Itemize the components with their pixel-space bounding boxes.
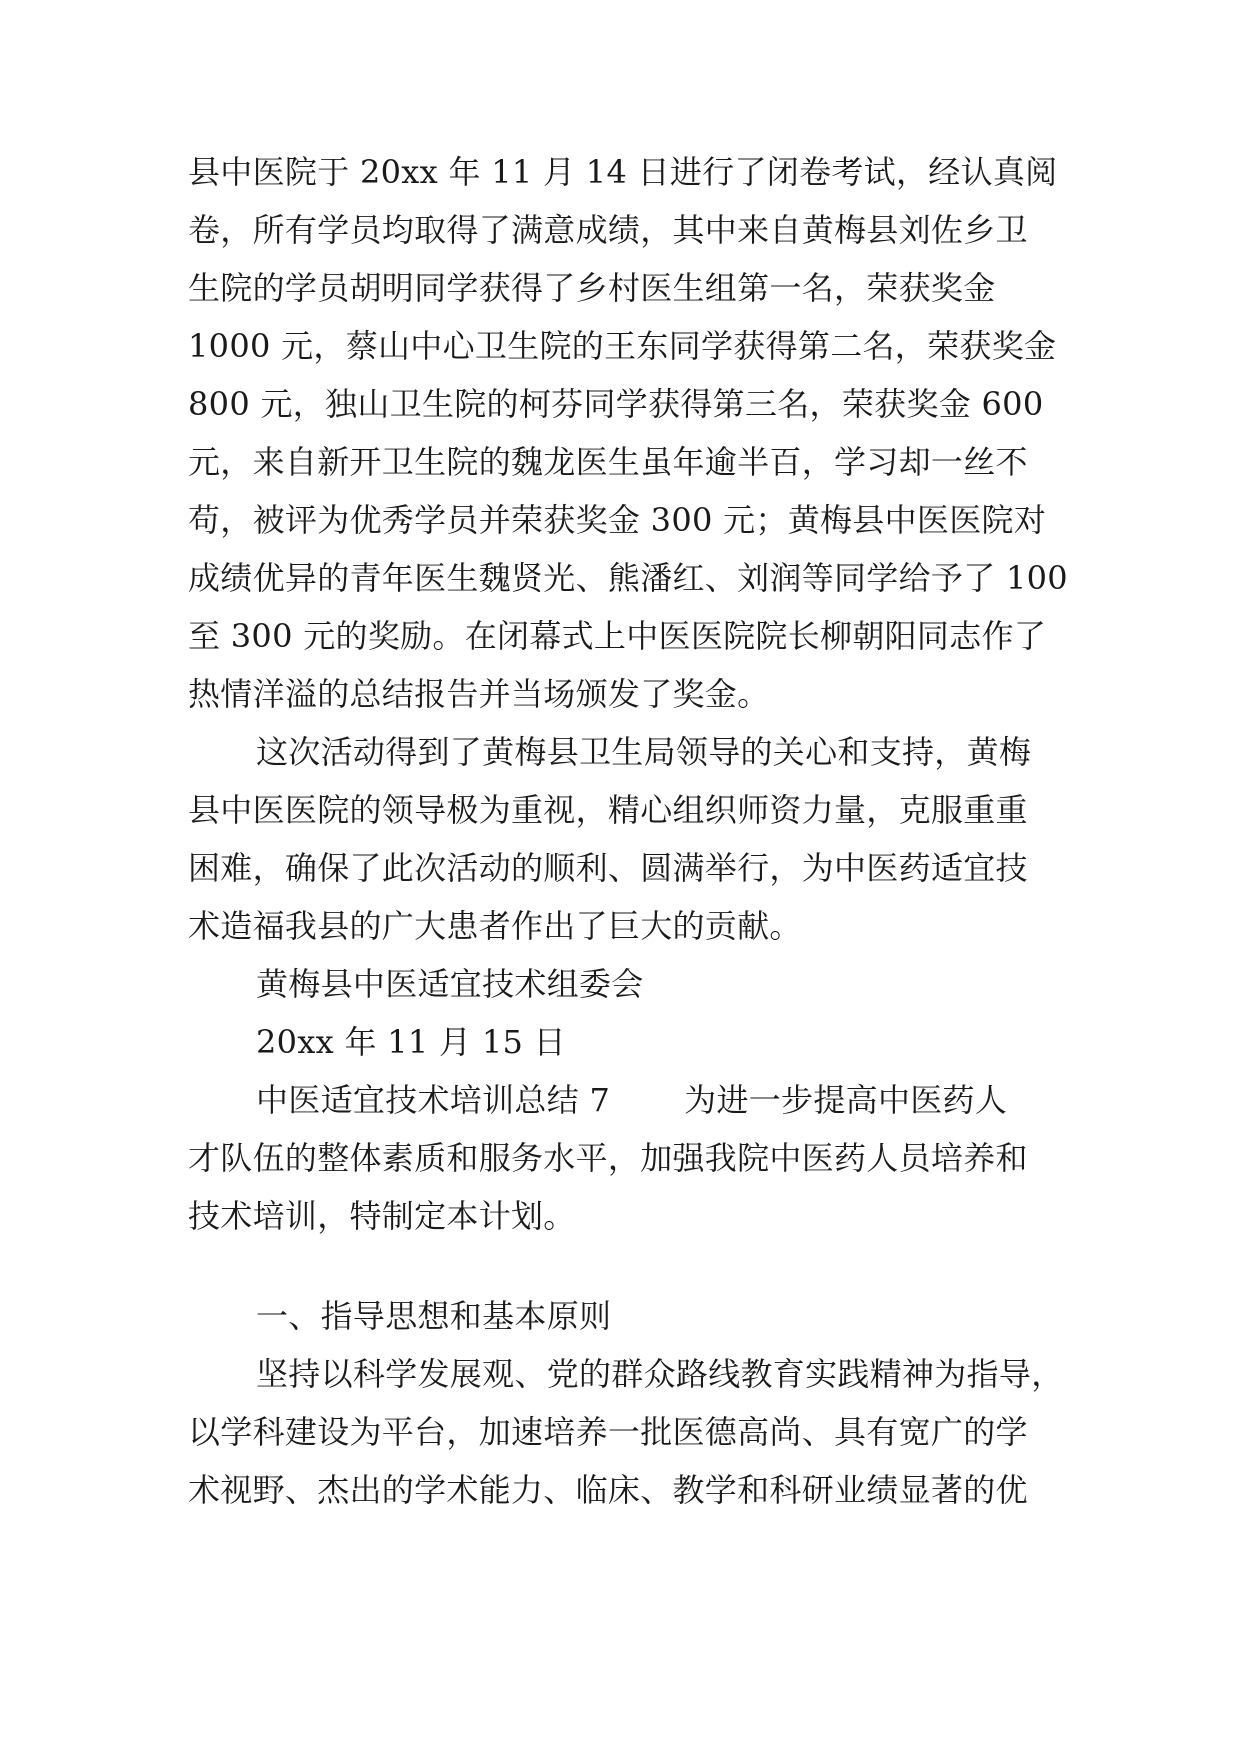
text-line: 县中医院于 20xx 年 11 月 14 日进行了闭卷考试，经认真阅 bbox=[188, 153, 1058, 191]
text-line: 元，来自新开卫生院的魏龙医生虽年逾半百，学习却一丝不 bbox=[188, 443, 1028, 481]
signature-date: 20xx 年 11 月 15 日 bbox=[256, 1023, 566, 1061]
section-heading: 一、指导思想和基本原则 bbox=[256, 1297, 612, 1335]
text-line: 至 300 元的奖励。在闭幕式上中医医院院长柳朝阳同志作了 bbox=[188, 617, 1047, 655]
text-line: 800 元，独山卫生院的柯芬同学获得第三名，荣获奖金 600 bbox=[188, 385, 1044, 423]
text-line: 生院的学员胡明同学获得了乡村医生组第一名，荣获奖金 bbox=[188, 269, 996, 307]
text-line: 困难，确保了此次活动的顺利、圆满举行，为中医药适宜技 bbox=[188, 849, 1028, 887]
text-line: 才队伍的整体素质和服务水平，加强我院中医药人员培养和 bbox=[188, 1139, 1028, 1177]
text-line: 1000 元，蔡山中心卫生院的王东同学获得第二名，荣获奖金 bbox=[188, 327, 1057, 365]
text-line: 技术培训，特制定本计划。 bbox=[188, 1197, 576, 1235]
section-7-title: 中医适宜技术培训总结 7 bbox=[256, 1081, 611, 1119]
paragraph-start: 坚持以科学发展观、党的群众路线教育实践精神为指导， bbox=[256, 1355, 1064, 1393]
text-line: 以学科建设为平台，加速培养一批医德高尚、具有宽广的学 bbox=[188, 1413, 1028, 1451]
text-line: 术造福我县的广大患者作出了巨大的贡献。 bbox=[188, 907, 802, 945]
text-line: 术视野、杰出的学术能力、临床、教学和科研业绩显著的优 bbox=[188, 1471, 1028, 1509]
paragraph-start: 这次活动得到了黄梅县卫生局领导的关心和支持，黄梅 bbox=[256, 733, 1032, 771]
section-7-lead: 为进一步提高中医药人 bbox=[684, 1081, 1008, 1119]
signature-organization: 黄梅县中医适宜技术组委会 bbox=[256, 965, 644, 1003]
text-line: 热情洋溢的总结报告并当场颁发了奖金。 bbox=[188, 675, 770, 713]
text-line: 县中医医院的领导极为重视，精心组织师资力量，克服重重 bbox=[188, 791, 1028, 829]
section-7-line bbox=[256, 1070, 1007, 1130]
text-line: 成绩优异的青年医生魏贤光、熊潘红、刘润等同学给予了 100 bbox=[188, 559, 1068, 597]
text-line: 卷，所有学员均取得了满意成绩，其中来自黄梅县刘佐乡卫 bbox=[188, 211, 1028, 249]
text-line: 苟，被评为优秀学员并荣获奖金 300 元；黄梅县中医医院对 bbox=[188, 501, 1047, 539]
